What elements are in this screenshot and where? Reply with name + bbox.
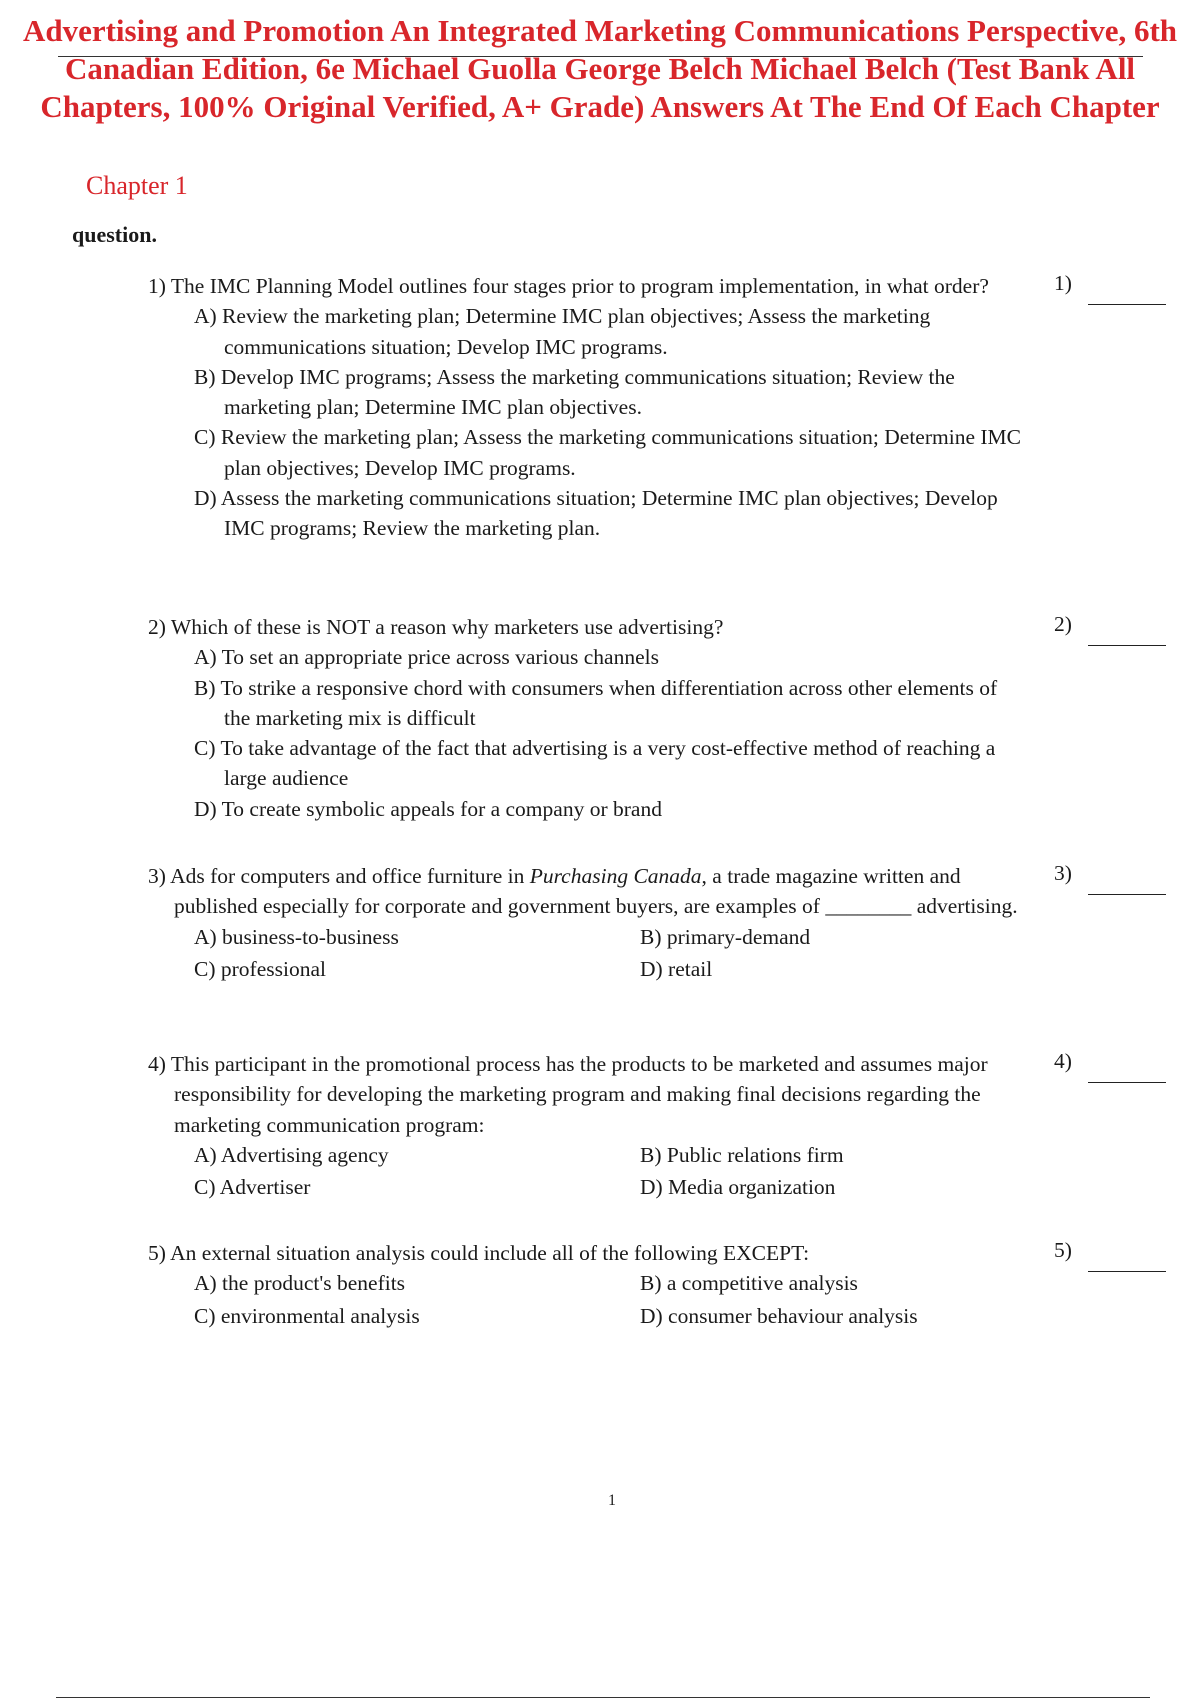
answer-blank-3[interactable] [1088,894,1166,895]
answer-number-2: 2) [1054,612,1072,636]
question-3-stem-end: , a trade magazine written and published especially for corporate and government buyers, are examples of ________ advertising. [174,864,1018,919]
question-4-option-d: D) Media organization [640,1175,836,1200]
question-3-stem [148,861,1028,922]
question-3-options [194,922,1028,985]
question-1-stem: 1) The IMC Planning Model outlines four stages prior to program implementation, in what order? [148,274,989,298]
question-3-option-d: D) retail [640,956,713,981]
answer-number-4: 4) [1054,1049,1072,1073]
question-3-stem-start: 3) Ads for computers and office furniture in [148,864,530,888]
question-1-option-c: C) Review the marketing plan; Assess the marketing communications situation; Determine IMC plan objectives; Develop IMC programs. [194,425,1021,480]
question-5-option-d: D) consumer behaviour analysis [640,1303,918,1328]
section-label: question. [72,222,157,247]
question-2-stem: 2) Which of these is NOT a reason why marketers use advertising? [148,615,724,639]
question-3 [148,861,1028,984]
question-4-option-b: B) Public relations firm [640,1142,844,1167]
question-1 [148,271,1028,544]
question-2-option-a: A) To set an appropriate price across various channels [194,645,659,670]
question-3-option-a: A) business-to-business [194,924,399,949]
question-1-option-b: B) Develop IMC programs; Assess the marketing communications situation; Review the marketing plan; Determine IMC plan objectives. [194,364,955,420]
question-3-option-c: C) professional [194,956,326,981]
magazine-title: Purchasing Canada [529,864,702,888]
question-4-options [194,1140,1028,1203]
question-4-option-a: A) Advertising agency [194,1142,389,1167]
question-2-option-c: C) To take advantage of the fact that advertising is a very cost-effective method of reaching a large audience [194,736,996,791]
question-5 [148,1238,1028,1331]
question-1-option-a: A) Review the marketing plan; Determine IMC plan objectives; Assess the marketing communications situation; Develop IMC programs. [194,304,931,359]
question-5-option-b: B) a competitive analysis [640,1271,858,1296]
answer-blank-1[interactable] [1088,304,1166,305]
question-4 [148,1049,1028,1202]
question-3-option-b: B) primary-demand [640,924,811,949]
answer-number-3: 3) [1054,861,1072,885]
answer-number-5: 5) [1054,1238,1072,1262]
answer-number-1: 1) [1054,271,1072,295]
question-5-option-a: A) the product's benefits [194,1271,406,1296]
question-2 [148,612,1028,824]
question-4-option-c: C) Advertiser [194,1175,311,1200]
answer-blank-5[interactable] [1088,1271,1166,1272]
question-2-option-d: D) To create symbolic appeals for a company or brand [194,796,662,821]
question-5-options [194,1268,1028,1331]
chapter-heading: Chapter 1 [86,171,188,200]
footer-rule [56,1697,1150,1698]
question-5-option-c: C) environmental analysis [194,1303,420,1328]
answer-blank-2[interactable] [1088,645,1166,646]
answer-blank-4[interactable] [1088,1082,1166,1083]
document-title: Advertising and Promotion An Integrated Marketing Communications Perspective, 6th Canadian Edition, 6e Michael Guolla George Belch Michael Belch (Test Bank All Chapters, 100% Original Verified, A+ Grade) Answers At The End Of Each Chapter [22,13,1178,124]
question-5-stem: 5) An external situation analysis could include all of the following EXCEPT: [148,1241,810,1265]
question-1-option-d: D) Assess the marketing communications situation; Determine IMC plan objectives; Develop IMC programs; Review the marketing plan. [194,486,998,541]
title-underline [58,56,1143,57]
question-4-stem: 4) This participant in the promotional process has the products to be marketed and assumes major responsibility for developing the marketing program and making final decisions regarding the marketing communication program: [148,1052,988,1137]
question-2-option-b: B) To strike a responsive chord with consumers when differentiation across other elements of the marketing mix is difficult [194,675,998,730]
page-number: 1 [608,1492,616,1509]
